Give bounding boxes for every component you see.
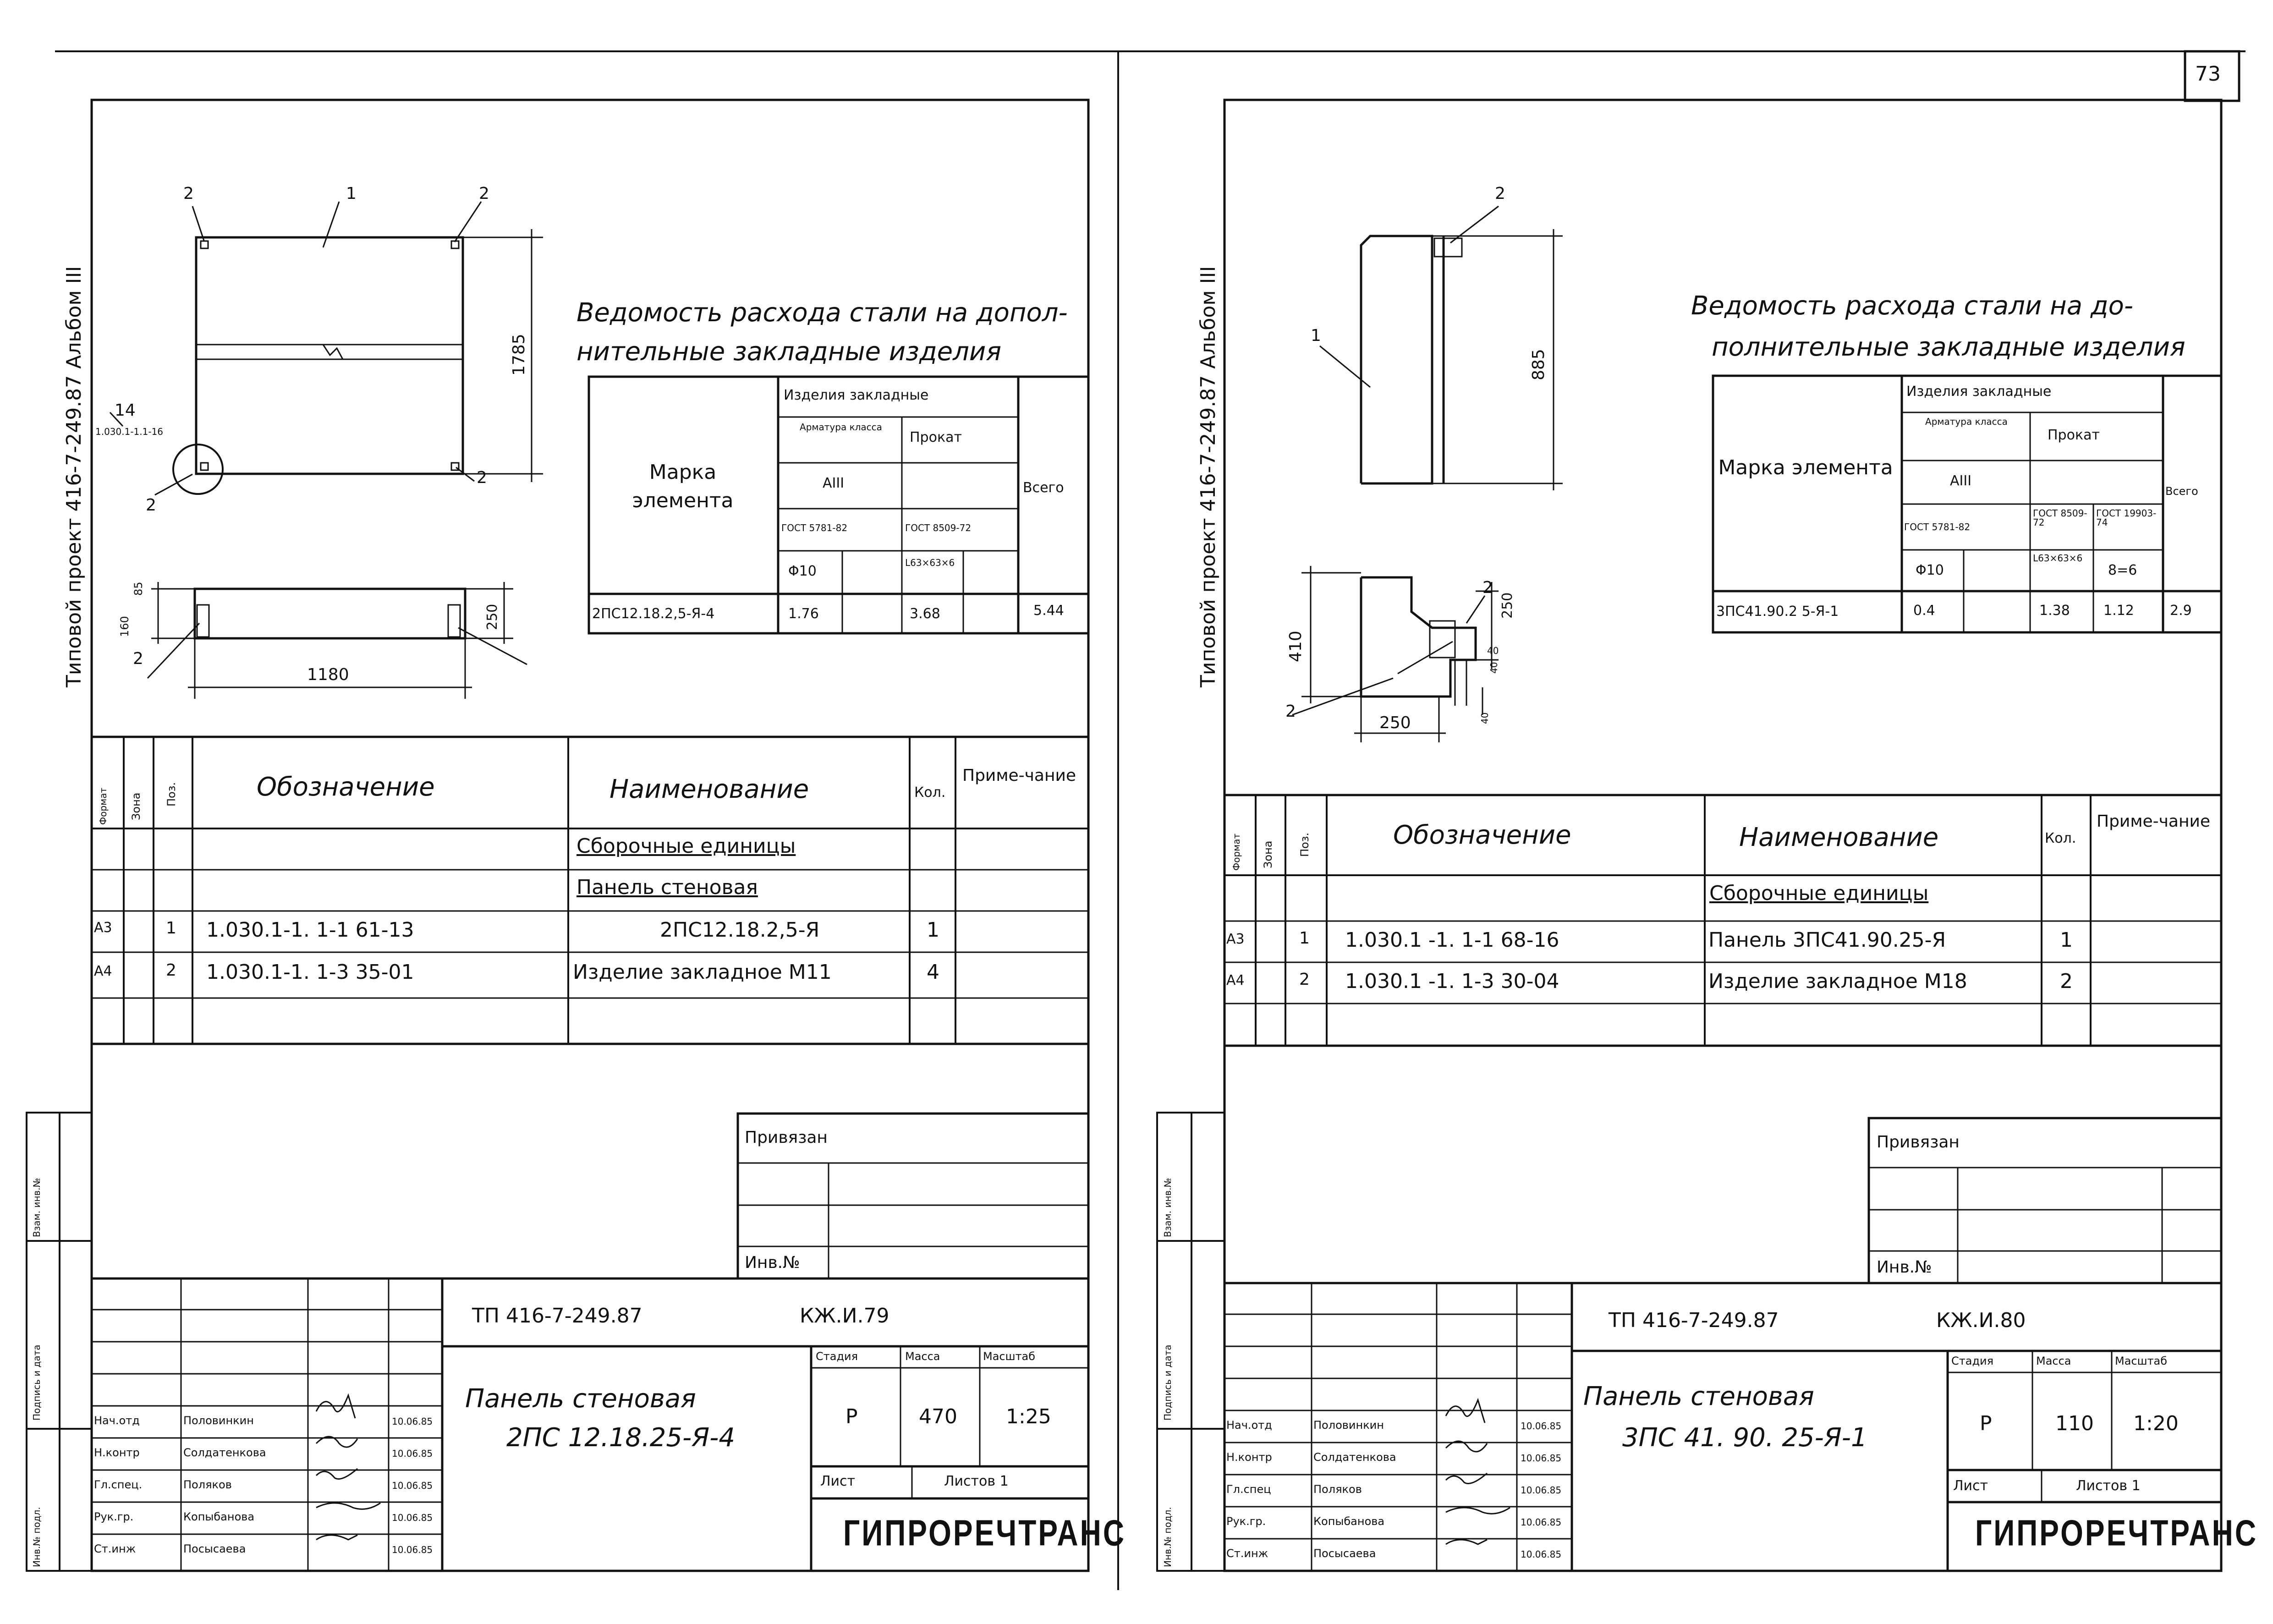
stamp-replace-left: Взам. инв.№ (31, 1178, 42, 1237)
page-number: 73 (2195, 62, 2221, 86)
person-name: Копыбанова (1313, 1515, 1385, 1528)
person-date: 10.06.85 (1521, 1421, 1562, 1432)
title-sheets-label: Листов 1 (2076, 1478, 2141, 1494)
spec-col-format: Формат (98, 787, 109, 825)
steel-header-prokat: Прокат (910, 429, 962, 445)
callout-2: 2 (146, 496, 156, 515)
title-stage-label: Стадия (816, 1350, 858, 1363)
callout-2: 2 (133, 649, 143, 668)
steel-header-total: Всего (2165, 485, 2198, 498)
binding-label: Привязан (745, 1128, 828, 1147)
steel-row-b: 1.38 (2039, 603, 2070, 619)
spec-row-qty: 1 (2060, 928, 2073, 952)
title-scale: 1:20 (2133, 1412, 2179, 1435)
spec-row-qty: 1 (927, 918, 939, 942)
callout-2: 2 (1285, 702, 1296, 721)
spec-row-name: 2ПС12.18.2,5-Я (660, 918, 820, 942)
spec-col-name: Наименование (1739, 823, 1939, 852)
title-sheet-code: КЖ.И.79 (800, 1304, 889, 1328)
binding-label: Привязан (1877, 1133, 1960, 1152)
dim-40: 40 (1487, 645, 1499, 656)
steel-size-b: L63×63×6 (2033, 553, 2083, 564)
person-date: 10.06.85 (1521, 1485, 1562, 1496)
title-code: ТП 416-7-249.87 (472, 1304, 642, 1328)
steel-row-total: 2.9 (2170, 603, 2192, 619)
dim-section-height: 250 (484, 604, 500, 630)
steel-gost-a: ГОСТ 5781-82 (781, 522, 848, 533)
spec-row-name: Панель 3ПС41.90.25-Я (1708, 928, 1946, 952)
spec-row-format: A4 (94, 963, 112, 979)
steel-header-class: AIII (823, 475, 845, 491)
person-name: Посысаева (183, 1542, 246, 1555)
title-sheet-label: Лист (820, 1473, 856, 1489)
person-name: Поляков (1313, 1483, 1362, 1496)
steel-header-mark: Марка элемента (632, 461, 734, 512)
callout-1: 1 (346, 184, 357, 203)
spec-section: Сборочные единицы (1709, 882, 1929, 905)
spec-col-qty: Кол. (914, 785, 946, 801)
person-date: 10.06.85 (392, 1512, 433, 1523)
person-name: Копыбанова (183, 1510, 255, 1523)
steel-header-group: Изделия закладные (784, 387, 929, 403)
title-mass-label: Масса (2036, 1355, 2071, 1367)
steel-row-c: 1.12 (2103, 603, 2134, 619)
title-scale-label: Масштаб (983, 1350, 1036, 1363)
person-date: 10.06.85 (1521, 1517, 1562, 1528)
spec-row-designation: 1.030.1-1. 1-1 61-13 (206, 918, 414, 942)
spec-row-pos: 2 (1299, 970, 1310, 989)
person-name: Солдатенкова (183, 1446, 266, 1459)
spec-col-pos: Поз. (1298, 832, 1311, 857)
stamp-replace-right: Взам. инв.№ (1162, 1178, 1173, 1237)
steel-header-mark: Марка элемента (1718, 456, 1893, 479)
dim-section-small2: 85 (132, 582, 145, 596)
steel-title-line2: нительные закладные изделия (576, 337, 1002, 367)
spec-row-format: A3 (94, 920, 112, 936)
person-name: Солдатенкова (1313, 1451, 1396, 1464)
steel-header-armatura: Арматура класса (1925, 416, 2008, 427)
spec-row-name: Панель стеновая (576, 876, 758, 899)
spec-row-qty: 2 (2060, 970, 2073, 993)
steel-gost-c: ГОСТ 19903-74 (2096, 508, 2157, 528)
spec-row-designation: 1.030.1-1. 1-3 35-01 (206, 960, 414, 984)
steel-header-total: Всего (1023, 480, 1064, 496)
dim-section-small: 160 (118, 616, 131, 637)
callout-2: 2 (1495, 184, 1505, 203)
dim-top-small: 250 (1499, 592, 1515, 619)
person-role: Гл.спец (1226, 1483, 1271, 1496)
person-role: Ст.инж (94, 1542, 136, 1555)
steel-gost-b: ГОСТ 8509-72 (2033, 508, 2087, 528)
person-name: Половинкин (183, 1414, 254, 1427)
title-scale-label: Масштаб (2115, 1355, 2168, 1367)
title-mass-label: Масса (905, 1350, 940, 1363)
person-role: Н.контр (1226, 1451, 1272, 1464)
spec-row-name: Изделие закладное М11 (573, 960, 832, 984)
title-mass: 110 (2055, 1412, 2094, 1435)
steel-row-a: 0.4 (1913, 603, 1935, 619)
stamp-sign-left: Подпись и дата (31, 1344, 42, 1421)
steel-row-mark: 3ПС41.90.2 5-Я-1 (1716, 604, 1839, 620)
person-role: Рук.гр. (1226, 1515, 1266, 1528)
spec-col-note: Приме-чание (962, 766, 1076, 785)
stamp-sign-right: Подпись и дата (1162, 1344, 1173, 1421)
spec-col-pos: Поз. (165, 782, 178, 807)
person-role: Гл.спец. (94, 1478, 143, 1491)
callout-1: 1 (1311, 326, 1321, 345)
steel-row-total: 5.44 (1033, 603, 1064, 619)
spine-label-left: Типовой проект 416-7-249.87 Альбом III (62, 266, 86, 687)
spec-row-pos: 2 (166, 961, 176, 980)
title-scale: 1:25 (1006, 1405, 1051, 1428)
person-date: 10.06.85 (392, 1480, 433, 1491)
spec-section: Сборочные единицы (576, 834, 796, 858)
callout-2: 2 (479, 184, 489, 203)
spec-row-qty: 4 (927, 960, 939, 984)
spec-col-zone: Зона (1262, 840, 1274, 868)
title-name-line2: 3ПС 41. 90. 25-Я-1 (1622, 1423, 1867, 1453)
spec-row-pos: 1 (1299, 929, 1310, 948)
title-sheet-label: Лист (1953, 1478, 1988, 1494)
org-logo: ГИПРОРЕЧТРАНС (1975, 1512, 2258, 1553)
org-logo: ГИПРОРЕЧТРАНС (843, 1512, 1126, 1553)
person-role: Нач.отд (94, 1414, 140, 1427)
steel-size-a: Φ10 (1916, 562, 1944, 578)
spec-row-format: A3 (1226, 931, 1245, 947)
steel-header-class: AIII (1950, 473, 1972, 489)
spec-col-qty: Кол. (2045, 830, 2076, 846)
person-date: 10.06.85 (392, 1416, 433, 1427)
detail-ref: 1.030.1-1.1-16 (95, 426, 164, 437)
dim-width: 1180 (307, 665, 349, 684)
spec-row-designation: 1.030.1 -1. 1-1 68-16 (1345, 928, 1559, 952)
steel-size-b: L63×63×6 (905, 557, 955, 568)
person-role: Ст.инж (1226, 1547, 1268, 1560)
person-date: 10.06.85 (1521, 1453, 1562, 1464)
stamp-inv-right: Инв.№ подл. (1162, 1507, 1173, 1567)
binding-inv: Инв.№ (1877, 1258, 1932, 1277)
title-name-line1: Панель стеновая (1583, 1382, 1814, 1411)
steel-size-c: 8=6 (2108, 562, 2137, 578)
steel-title-line1: Ведомость расхода стали на до- (1691, 291, 2134, 321)
steel-row-a: 1.76 (788, 606, 819, 622)
callout-2: 2 (477, 468, 487, 487)
dim-height: 1785 (510, 334, 528, 376)
spec-col-designation: Обозначение (1393, 820, 1571, 850)
dim-height: 885 (1529, 349, 1548, 380)
title-stage: Р (1980, 1412, 1992, 1435)
spec-col-name: Наименование (609, 774, 809, 804)
steel-row-mark: 2ПС12.18.2,5-Я-4 (592, 606, 715, 622)
person-role: Рук.гр. (94, 1510, 134, 1523)
steel-title-line1: Ведомость расхода стали на допол- (576, 298, 1068, 328)
person-date: 10.06.85 (392, 1544, 433, 1555)
spec-row-format: A4 (1226, 972, 1245, 988)
title-name-line1: Панель стеновая (465, 1384, 696, 1414)
dim-depth: 250 (1379, 713, 1411, 732)
steel-gost-b: ГОСТ 8509-72 (905, 522, 972, 533)
title-mass: 470 (919, 1405, 957, 1428)
spine-label-right: Типовой проект 416-7-249.87 Альбом III (1197, 266, 1220, 687)
person-name: Поляков (183, 1478, 232, 1491)
steel-header-group: Изделия закладные (1906, 384, 2052, 400)
title-name-line2: 2ПС 12.18.25-Я-4 (506, 1423, 735, 1453)
title-sheets-label: Листов 1 (944, 1473, 1009, 1489)
steel-header-armatura: Арматура класса (800, 422, 882, 433)
spec-row-designation: 1.030.1 -1. 1-3 30-04 (1345, 970, 1559, 993)
steel-header-prokat: Прокат (2048, 427, 2100, 443)
title-sheet-code: КЖ.И.80 (1936, 1309, 2026, 1332)
title-stage: Р (846, 1405, 858, 1428)
spec-col-note: Приме-чание (2097, 812, 2211, 831)
binding-inv: Инв.№ (745, 1253, 800, 1272)
person-name: Посысаева (1313, 1547, 1376, 1560)
spec-row-name: Изделие закладное М18 (1708, 970, 1967, 993)
steel-title-line2: полнительные закладные изделия (1712, 332, 2185, 362)
title-code: ТП 416-7-249.87 (1609, 1309, 1779, 1332)
person-date: 10.06.85 (392, 1448, 433, 1459)
steel-size-a: Φ10 (788, 563, 817, 579)
spec-col-zone: Зона (130, 792, 143, 820)
dim-40: 40 (1488, 662, 1499, 674)
spec-col-designation: Обозначение (257, 772, 435, 802)
spec-row-pos: 1 (166, 919, 176, 938)
callout-2: 2 (1482, 578, 1493, 597)
stamp-inv-left: Инв.№ подл. (31, 1507, 42, 1567)
steel-gost-a: ГОСТ 5781-82 (1904, 521, 1971, 532)
person-role: Нач.отд (1226, 1419, 1272, 1432)
detail-callout: 14 (115, 401, 136, 420)
person-name: Половинкин (1313, 1419, 1384, 1432)
callout-2: 2 (183, 184, 194, 203)
dim-40: 40 (1479, 712, 1490, 724)
dim-section-height: 410 (1286, 631, 1305, 662)
spec-col-format: Формат (1231, 833, 1242, 871)
steel-row-b: 3.68 (910, 606, 940, 622)
title-stage-label: Стадия (1951, 1355, 1994, 1367)
person-date: 10.06.85 (1521, 1549, 1562, 1560)
person-role: Н.контр (94, 1446, 140, 1459)
